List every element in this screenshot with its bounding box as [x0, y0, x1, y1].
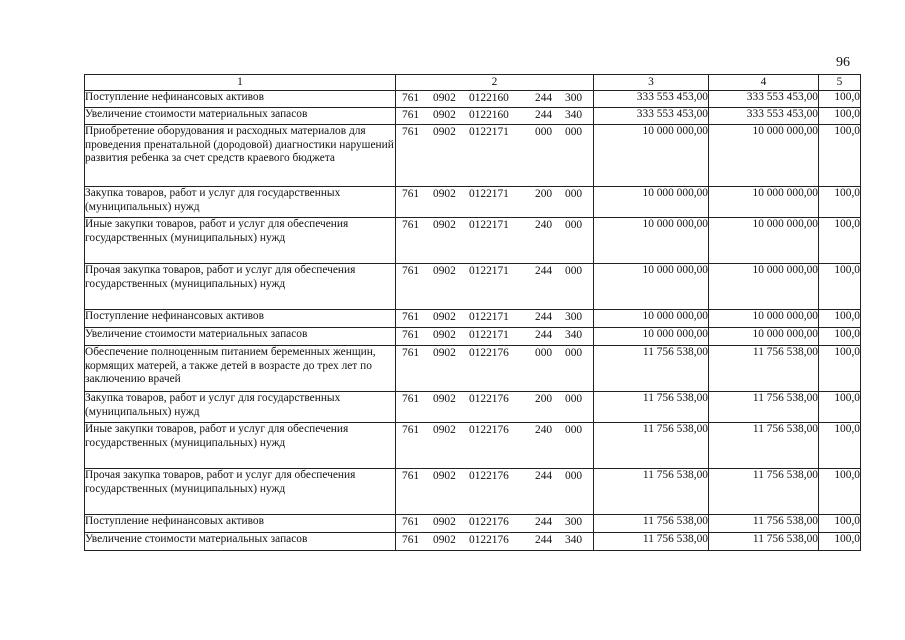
- code-section: 0902: [433, 424, 456, 436]
- code-target: 0122176: [469, 424, 509, 436]
- code-expense-type: 244: [535, 311, 553, 323]
- row-col4: 11 756 538,00: [709, 515, 819, 533]
- row-col4: 11 756 538,00: [709, 469, 819, 515]
- row-col5: 100,0: [819, 328, 861, 346]
- row-codes: [396, 423, 594, 469]
- budget-table: [84, 74, 861, 551]
- row-name: Прочая закупка товаров, работ и услуг для обеспечения государственных (муниципальных) нужд: [85, 469, 396, 515]
- header-col-3: 3: [594, 75, 709, 91]
- code-target: 0122176: [469, 516, 509, 528]
- code-target: 0122176: [469, 470, 509, 482]
- row-codes: [396, 533, 594, 551]
- code-expense-type: 244: [535, 470, 553, 482]
- row-codes: [396, 328, 594, 346]
- row-col3: 10 000 000,00: [594, 187, 709, 218]
- row-col3: 11 756 538,00: [594, 423, 709, 469]
- row-col4: 11 756 538,00: [709, 392, 819, 423]
- code-kosgu: 000: [565, 126, 583, 138]
- row-col3: 10 000 000,00: [594, 264, 709, 310]
- code-admin: 761: [402, 329, 420, 341]
- code-section: 0902: [433, 219, 456, 231]
- code-kosgu: 340: [565, 534, 583, 546]
- code-expense-type: 244: [535, 109, 553, 121]
- table-row: [85, 310, 861, 328]
- row-col3: 333 553 453,00: [594, 108, 709, 125]
- code-section: 0902: [433, 393, 456, 405]
- row-col5: 100,0: [819, 310, 861, 328]
- code-expense-type: 240: [535, 424, 553, 436]
- code-section: 0902: [433, 329, 456, 341]
- code-section: 0902: [433, 265, 456, 277]
- code-admin: 761: [402, 265, 420, 277]
- row-codes: [396, 310, 594, 328]
- code-kosgu: 000: [565, 470, 583, 482]
- row-col4: 11 756 538,00: [709, 533, 819, 551]
- code-admin: 761: [402, 126, 420, 138]
- code-admin: 761: [402, 92, 420, 104]
- code-admin: 761: [402, 516, 420, 528]
- row-col5: 100,0: [819, 264, 861, 310]
- row-name: Обеспечение полноценным питанием беременных женщин, кормящих матерей, а также детей в возрасте до трех лет по заключению врачей: [85, 346, 396, 392]
- code-section: 0902: [433, 188, 456, 200]
- table-row: [85, 515, 861, 533]
- code-target: 0122176: [469, 347, 509, 359]
- row-col5: 100,0: [819, 469, 861, 515]
- table-row: [85, 423, 861, 469]
- code-expense-type: 244: [535, 516, 553, 528]
- code-section: 0902: [433, 516, 456, 528]
- row-col3: 10 000 000,00: [594, 125, 709, 187]
- code-kosgu: 000: [565, 188, 583, 200]
- row-codes: [396, 469, 594, 515]
- row-codes: [396, 218, 594, 264]
- row-col3: 11 756 538,00: [594, 469, 709, 515]
- code-admin: 761: [402, 188, 420, 200]
- row-col5: 100,0: [819, 125, 861, 187]
- row-col5: 100,0: [819, 533, 861, 551]
- code-section: 0902: [433, 92, 456, 104]
- row-col3: 11 756 538,00: [594, 533, 709, 551]
- row-col3: 333 553 453,00: [594, 91, 709, 108]
- code-target: 0122176: [469, 534, 509, 546]
- table-row: [85, 218, 861, 264]
- table-row: [85, 469, 861, 515]
- row-col3: 11 756 538,00: [594, 346, 709, 392]
- code-section: 0902: [433, 347, 456, 359]
- header-col-5: 5: [819, 75, 861, 91]
- code-admin: 761: [402, 470, 420, 482]
- row-col3: 11 756 538,00: [594, 515, 709, 533]
- code-kosgu: 300: [565, 311, 583, 323]
- code-expense-type: 000: [535, 347, 553, 359]
- code-admin: 761: [402, 347, 420, 359]
- code-section: 0902: [433, 470, 456, 482]
- row-codes: [396, 264, 594, 310]
- code-section: 0902: [433, 311, 456, 323]
- row-name: Поступление нефинансовых активов: [85, 91, 396, 108]
- code-target: 0122171: [469, 329, 509, 341]
- row-name: Увеличение стоимости материальных запасов: [85, 108, 396, 125]
- row-name: Прочая закупка товаров, работ и услуг для обеспечения государственных (муниципальных) нужд: [85, 264, 396, 310]
- row-name: Поступление нефинансовых активов: [85, 310, 396, 328]
- code-kosgu: 300: [565, 516, 583, 528]
- table-row: [85, 125, 861, 187]
- row-col3: 10 000 000,00: [594, 328, 709, 346]
- code-admin: 761: [402, 534, 420, 546]
- row-name: Увеличение стоимости материальных запасов: [85, 328, 396, 346]
- code-admin: 761: [402, 219, 420, 231]
- row-codes: [396, 91, 594, 108]
- table-row: [85, 328, 861, 346]
- row-name: Увеличение стоимости материальных запасов: [85, 533, 396, 551]
- code-expense-type: 240: [535, 219, 553, 231]
- row-name: Поступление нефинансовых активов: [85, 515, 396, 533]
- row-col5: 100,0: [819, 515, 861, 533]
- code-expense-type: 244: [535, 265, 553, 277]
- row-codes: [396, 515, 594, 533]
- row-name: Иные закупки товаров, работ и услуг для обеспечения государственных (муниципальных) нужд: [85, 218, 396, 264]
- code-section: 0902: [433, 109, 456, 121]
- row-col5: 100,0: [819, 218, 861, 264]
- code-expense-type: 000: [535, 126, 553, 138]
- row-name: Иные закупки товаров, работ и услуг для обеспечения государственных (муниципальных) нужд: [85, 423, 396, 469]
- code-admin: 761: [402, 393, 420, 405]
- code-kosgu: 000: [565, 393, 583, 405]
- row-col4: 11 756 538,00: [709, 346, 819, 392]
- row-col4: 10 000 000,00: [709, 264, 819, 310]
- code-target: 0122171: [469, 311, 509, 323]
- row-codes: [396, 108, 594, 125]
- header-col-4: 4: [709, 75, 819, 91]
- row-col4: 10 000 000,00: [709, 187, 819, 218]
- code-expense-type: 200: [535, 188, 553, 200]
- row-col5: 100,0: [819, 187, 861, 218]
- row-col5: 100,0: [819, 108, 861, 125]
- row-col4: 10 000 000,00: [709, 310, 819, 328]
- row-col4: 10 000 000,00: [709, 125, 819, 187]
- code-target: 0122171: [469, 188, 509, 200]
- code-admin: 761: [402, 424, 420, 436]
- row-col5: 100,0: [819, 423, 861, 469]
- row-col5: 100,0: [819, 91, 861, 108]
- code-target: 0122160: [469, 109, 509, 121]
- code-expense-type: 244: [535, 92, 553, 104]
- row-col3: 10 000 000,00: [594, 310, 709, 328]
- code-target: 0122160: [469, 92, 509, 104]
- code-kosgu: 000: [565, 347, 583, 359]
- code-admin: 761: [402, 311, 420, 323]
- page-number: 96: [836, 55, 850, 70]
- code-target: 0122171: [469, 126, 509, 138]
- code-kosgu: 340: [565, 329, 583, 341]
- header-col-2: 2: [396, 75, 594, 91]
- row-col5: 100,0: [819, 346, 861, 392]
- code-kosgu: 340: [565, 109, 583, 121]
- row-col3: 11 756 538,00: [594, 392, 709, 423]
- code-expense-type: 244: [535, 329, 553, 341]
- code-section: 0902: [433, 534, 456, 546]
- code-admin: 761: [402, 109, 420, 121]
- row-col3: 10 000 000,00: [594, 218, 709, 264]
- table-row: [85, 264, 861, 310]
- header-row: [85, 75, 861, 91]
- row-col4: 333 553 453,00: [709, 91, 819, 108]
- code-kosgu: 000: [565, 265, 583, 277]
- table-row: [85, 108, 861, 125]
- code-kosgu: 000: [565, 219, 583, 231]
- row-col4: 10 000 000,00: [709, 218, 819, 264]
- row-codes: [396, 392, 594, 423]
- row-name: Закупка товаров, работ и услуг для государственных (муниципальных) нужд: [85, 187, 396, 218]
- row-name: Приобретение оборудования и расходных материалов для проведения пренатальной (дородовой) диагностики нарушений развития ребенка за счет средств краевого бюджета: [85, 125, 396, 187]
- code-section: 0902: [433, 126, 456, 138]
- code-kosgu: 000: [565, 424, 583, 436]
- code-target: 0122171: [469, 265, 509, 277]
- row-col4: 333 553 453,00: [709, 108, 819, 125]
- row-codes: [396, 125, 594, 187]
- table-row: [85, 187, 861, 218]
- row-col4: 10 000 000,00: [709, 328, 819, 346]
- row-col5: 100,0: [819, 392, 861, 423]
- table-row: [85, 533, 861, 551]
- table-row: [85, 346, 861, 392]
- code-expense-type: 244: [535, 534, 553, 546]
- row-name: Закупка товаров, работ и услуг для государственных (муниципальных) нужд: [85, 392, 396, 423]
- row-codes: [396, 187, 594, 218]
- header-col-1: 1: [85, 75, 396, 91]
- table-row: [85, 392, 861, 423]
- row-codes: [396, 346, 594, 392]
- table-body: [85, 91, 861, 551]
- code-target: 0122171: [469, 219, 509, 231]
- code-target: 0122176: [469, 393, 509, 405]
- table-row: [85, 91, 861, 108]
- code-expense-type: 200: [535, 393, 553, 405]
- code-kosgu: 300: [565, 92, 583, 104]
- row-col4: 11 756 538,00: [709, 423, 819, 469]
